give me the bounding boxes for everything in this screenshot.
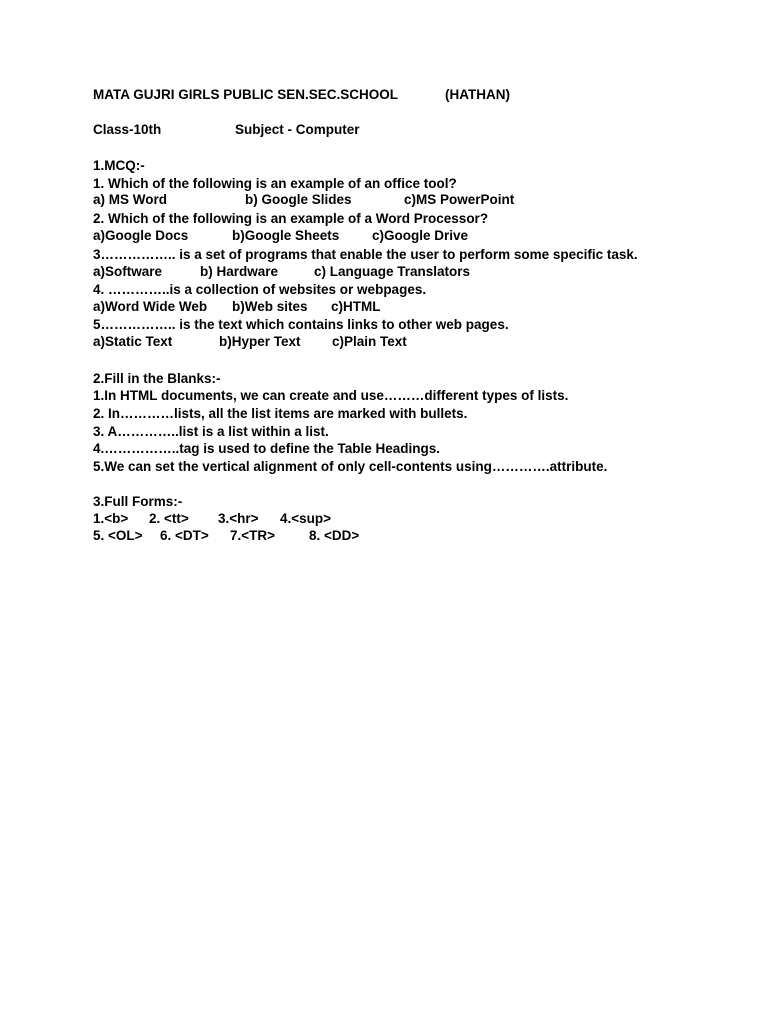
mcq-options-5 [93, 334, 733, 351]
mcq-options-2 [93, 228, 733, 245]
fill-blank-item: 4.……………..tag is used to define the Table Headings. [93, 441, 441, 456]
mcq-question-5: 5…………….. is the text which contains links to other web pages. [93, 317, 509, 332]
full-forms-heading: 3.Full Forms:- [93, 494, 183, 509]
full-form-item: 2. <tt> [149, 511, 189, 526]
option: a)Word Wide Web [93, 299, 208, 314]
option: c)Plain Text [332, 334, 407, 349]
mcq-options-1 [93, 192, 733, 209]
class-label: Class-10th [93, 122, 162, 137]
option: c)HTML [331, 299, 381, 314]
full-form-item: 5. <OL> [93, 528, 143, 543]
option: c)Google Drive [372, 228, 469, 243]
full-form-item: 7.<TR> [230, 528, 276, 543]
full-form-item: 4.<sup> [280, 511, 332, 526]
mcq-question-1: 1. Which of the following is an example of an office tool? [93, 176, 457, 191]
option: c)MS PowerPoint [404, 192, 515, 207]
mcq-heading: 1.MCQ:- [93, 158, 145, 173]
option: b) Hardware [200, 264, 279, 279]
option: b)Google Sheets [232, 228, 340, 243]
fill-blanks-heading: 2.Fill in the Blanks:- [93, 371, 221, 386]
class-subject-line [93, 122, 733, 139]
full-forms-row-2 [93, 528, 733, 545]
full-form-item: 1.<b> [93, 511, 129, 526]
fill-blank-item: 3. A…………..list is a list within a list. [93, 424, 329, 439]
mcq-question-3: 3…………….. is a set of programs that enable the user to perform some specific task. [93, 247, 638, 262]
mcq-options-3 [93, 264, 733, 281]
option: c) Language Translators [314, 264, 471, 279]
mcq-question-4: 4. …………..is a collection of websites or webpages. [93, 282, 427, 297]
option: a)Software [93, 264, 163, 279]
fill-blank-item: 5.We can set the vertical alignment of only cell-contents using………….attribute. [93, 459, 608, 474]
option: b)Hyper Text [219, 334, 301, 349]
option: b) Google Slides [245, 192, 352, 207]
school-place: (HATHAN) [445, 87, 510, 102]
school-name: MATA GUJRI GIRLS PUBLIC SEN.SEC.SCHOOL [93, 87, 399, 102]
full-form-item: 6. <DT> [160, 528, 209, 543]
option: a)Google Docs [93, 228, 189, 243]
subject-label: Subject - Computer [235, 122, 360, 137]
option: b)Web sites [232, 299, 308, 314]
full-forms-row-1 [93, 511, 733, 528]
fill-blank-item: 1.In HTML documents, we can create and use………different types of lists. [93, 388, 569, 403]
option: a)Static Text [93, 334, 173, 349]
full-form-item: 8. <DD> [309, 528, 360, 543]
mcq-question-2: 2. Which of the following is an example of a Word Processor? [93, 211, 489, 226]
full-form-item: 3.<hr> [218, 511, 259, 526]
school-header [93, 87, 733, 104]
fill-blank-item: 2. In…………lists, all the list items are marked with bullets. [93, 406, 468, 421]
mcq-options-4 [93, 299, 733, 316]
option: a) MS Word [93, 192, 167, 207]
